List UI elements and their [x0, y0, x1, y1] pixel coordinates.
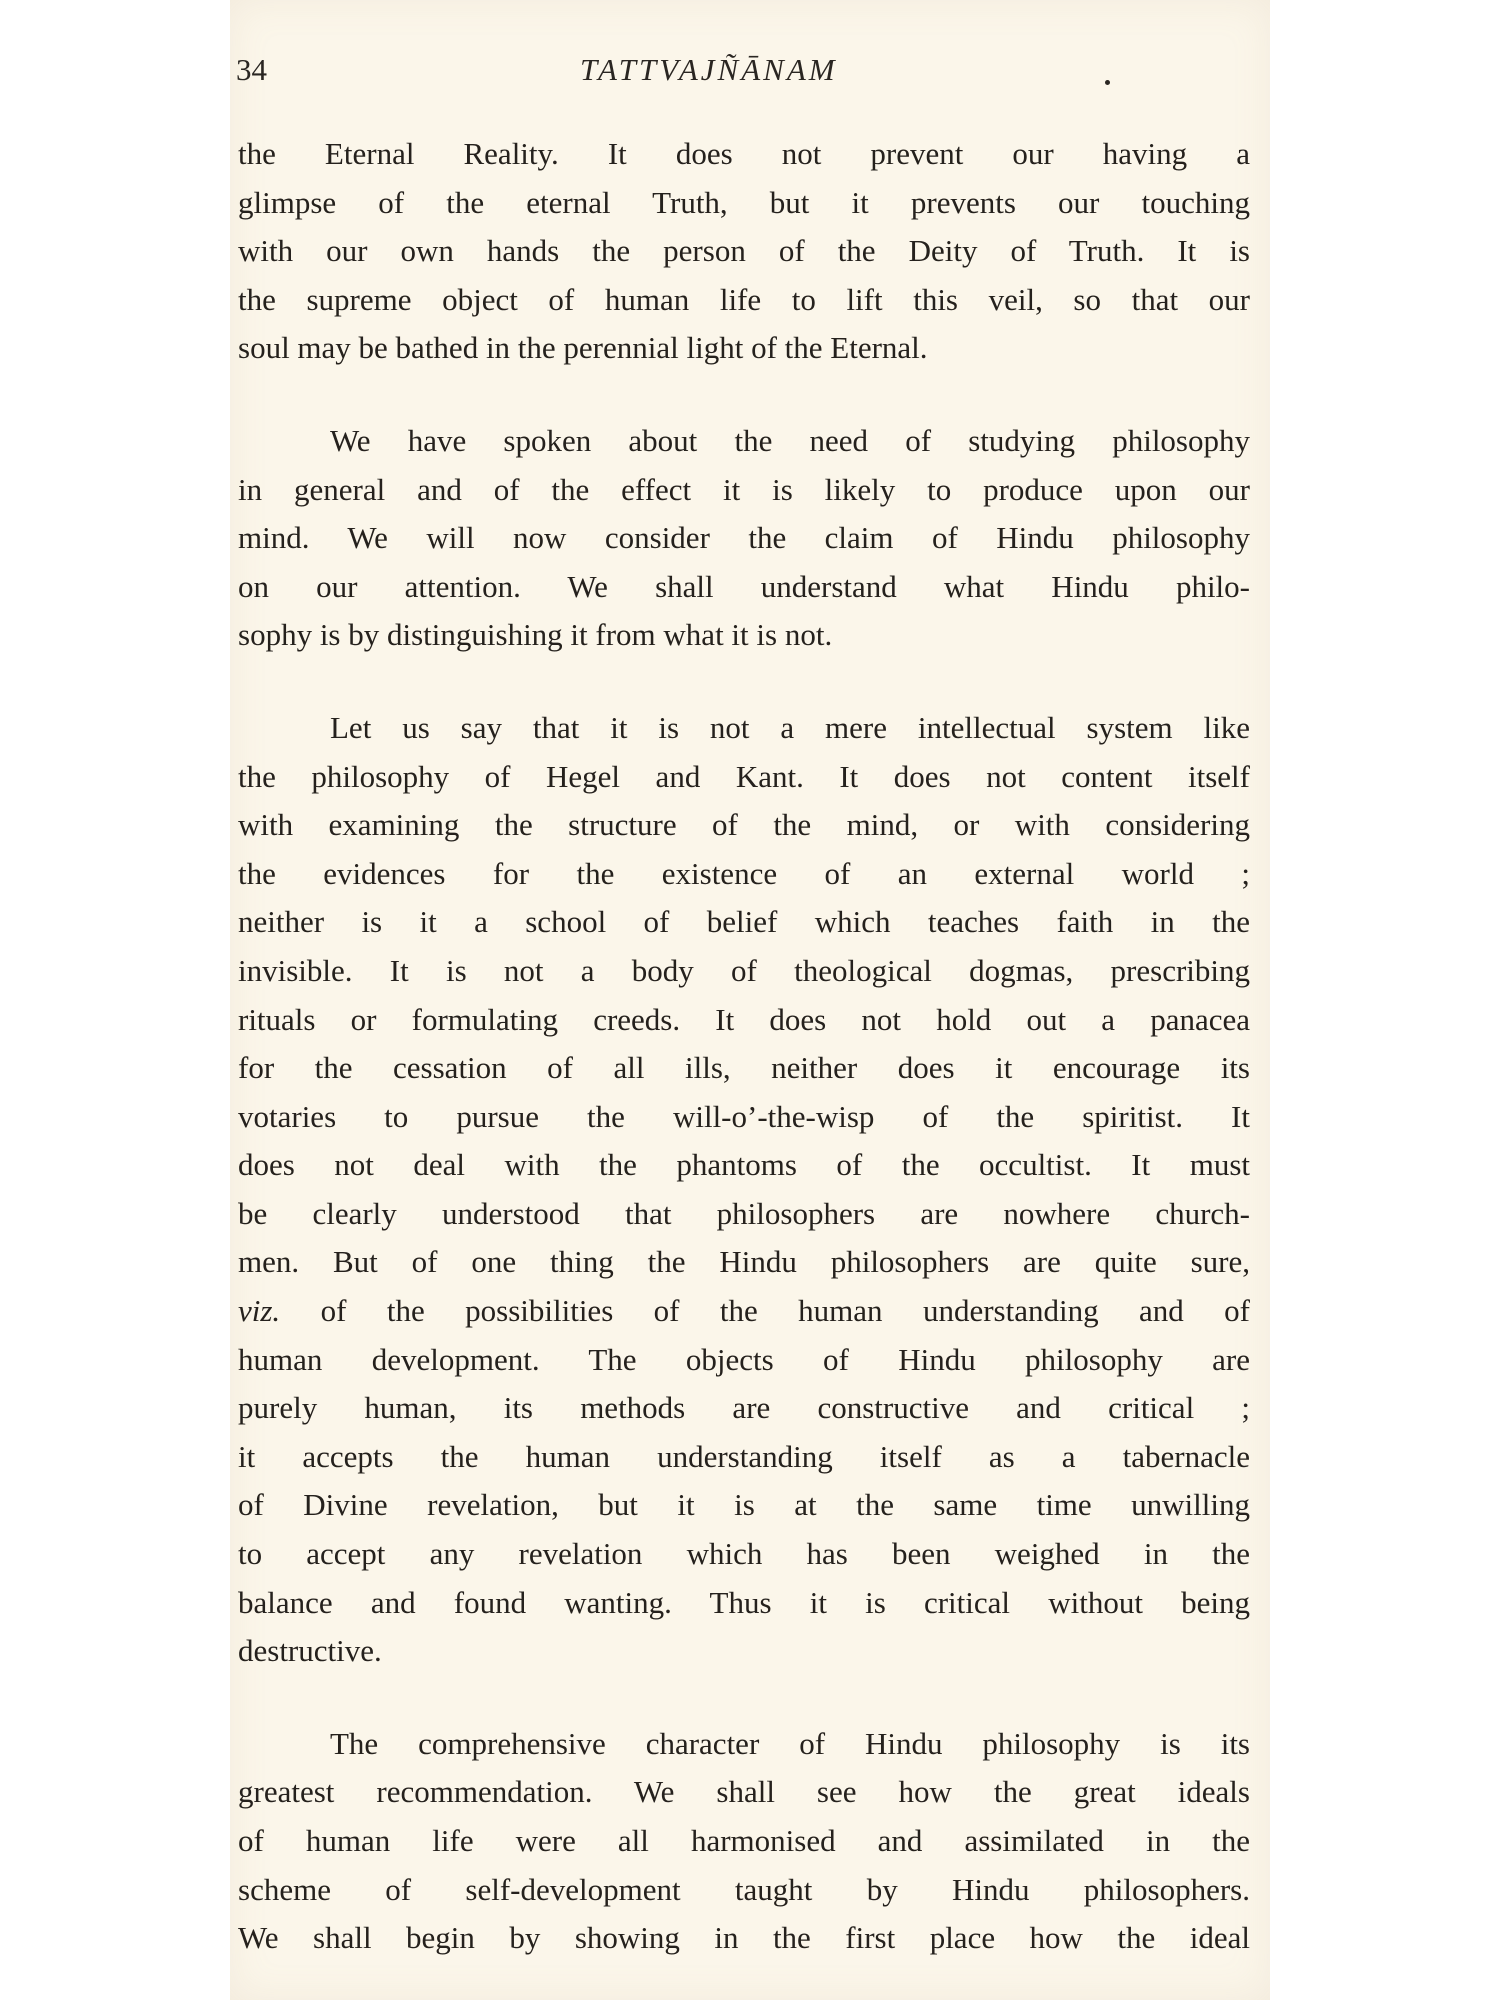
text-line: purely human, its methods are constructive and critical ;	[238, 1390, 1250, 1426]
text-line: greatest recommendation. We shall see how the great ideals	[238, 1774, 1250, 1810]
text-line: to accept any revelation which has been weighed in the	[238, 1536, 1250, 1572]
text-line: of Divine revelation, but it is at the same time unwilling	[238, 1487, 1250, 1523]
text-line: We shall begin by showing in the first place how the ideal	[238, 1920, 1250, 1956]
text-line: invisible. It is not a body of theological dogmas, prescribing	[238, 952, 1250, 988]
body-text	[238, 130, 1250, 1963]
viz-line-text: of the possibilities of the human understanding and of	[320, 1293, 1251, 1329]
book-page	[230, 0, 1270, 2000]
page-number: 34	[236, 52, 267, 87]
text-line: soul may be bathed in the perennial light of the Eternal.	[238, 330, 928, 366]
text-line: be clearly understood that philosophers are nowhere church-	[238, 1195, 1250, 1231]
paragraph-4	[238, 1720, 1250, 1963]
paragraph-1	[238, 130, 1250, 373]
text-line: with our own hands the person of the Deity of Truth. It is	[238, 233, 1250, 269]
text-line: the evidences for the existence of an external world ;	[238, 855, 1250, 891]
text-line: with examining the structure of the mind, or with considering	[238, 807, 1250, 843]
text-line: human development. The objects of Hindu philosophy are	[238, 1341, 1250, 1377]
text-line: neither is it a school of belief which teaches faith in the	[238, 904, 1250, 940]
text-line: mind. We will now consider the claim of Hindu philosophy	[238, 520, 1250, 556]
text-line: the Eternal Reality. It does not prevent our having a	[238, 136, 1250, 171]
text-line: it accepts the human understanding itself as a tabernacle	[238, 1438, 1250, 1474]
text-line: for the cessation of all ills, neither does it encourage its	[238, 1050, 1250, 1086]
text-line: does not deal with the phantoms of the occultist. It must	[238, 1147, 1250, 1183]
text-line: glimpse of the eternal Truth, but it prevents our touching	[238, 184, 1250, 220]
viz-abbreviation: viz.	[238, 1293, 281, 1329]
text-line: The comprehensive character of Hindu philosophy is its	[330, 1725, 1250, 1761]
running-title: TATTVAJÑĀNAM	[580, 52, 838, 87]
paragraph-3	[238, 704, 1250, 1676]
text-line: men. But of one thing the Hindu philosophers are quite sure,	[238, 1244, 1250, 1280]
page-header	[230, 52, 1270, 102]
text-line: sophy is by distinguishing it from what it is not.	[238, 617, 833, 653]
text-line: balance and found wanting. Thus it is critical without being	[238, 1584, 1250, 1620]
text-line: Let us say that it is not a mere intellectual system like	[330, 709, 1250, 745]
text-line-viz	[238, 1287, 1250, 1336]
paragraph-2	[238, 417, 1250, 660]
text-line: the supreme object of human life to lift this veil, so that our	[238, 281, 1250, 317]
text-line: We have spoken about the need of studying philosophy	[330, 422, 1250, 458]
print-dot-mark	[1105, 80, 1110, 85]
text-line: votaries to pursue the will-o’-the-wisp of the spiritist. It	[238, 1098, 1250, 1134]
text-line: in general and of the effect it is likely to produce upon our	[238, 471, 1250, 507]
text-line: of human life were all harmonised and assimilated in the	[238, 1823, 1250, 1858]
text-line: rituals or formulating creeds. It does not hold out a panacea	[238, 1001, 1250, 1037]
text-line: scheme of self-development taught by Hindu philosophers.	[238, 1871, 1250, 1907]
text-line: destructive.	[238, 1633, 382, 1669]
text-line: the philosophy of Hegel and Kant. It does not content itself	[238, 758, 1250, 794]
text-line: on our attention. We shall understand what Hindu philo-	[238, 568, 1250, 604]
